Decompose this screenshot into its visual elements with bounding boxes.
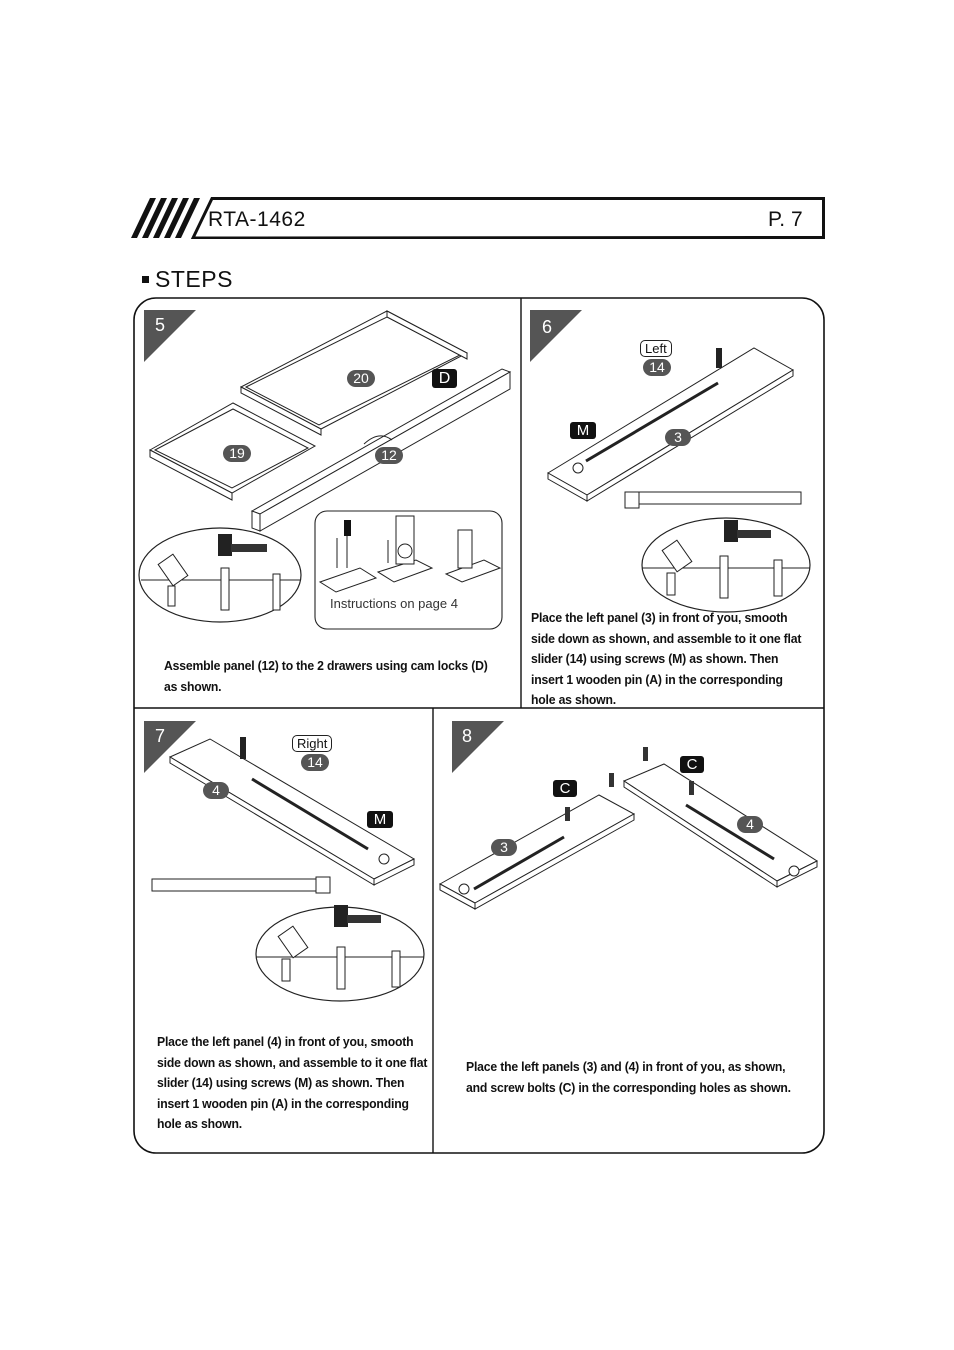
step-6-number: 6: [542, 317, 553, 337]
part-label-19: 19: [223, 445, 251, 462]
part-label-14: 14: [643, 359, 671, 376]
part-label-c: C: [553, 780, 577, 797]
part-label-14: 14: [301, 754, 329, 771]
steps-bullet-icon: [142, 276, 149, 283]
model-number: RTA-1462: [208, 208, 306, 231]
note-line: side down as shown, and assemble to it one flat: [531, 630, 802, 646]
note-line: Place the left panel (3) in front of you, smooth: [531, 610, 788, 625]
note-line: and screw bolts (C) in the corresponding holes as shown.: [466, 1079, 791, 1095]
step-8-number: 8: [462, 726, 473, 746]
note-line: Place the left panel (4) in front of you, smooth: [157, 1034, 414, 1049]
step-6-note: [531, 608, 801, 711]
part-label-3: 3: [665, 429, 691, 446]
step-7-note: [157, 1032, 427, 1135]
step-5-note: [164, 656, 488, 697]
part-label-m: M: [367, 811, 393, 828]
slider-side-right: Right: [292, 735, 332, 752]
page-number: P. 7: [768, 208, 803, 231]
header-stripes-icon: [131, 198, 200, 238]
note-line: Assemble panel (12) to the 2 drawers using cam locks (D): [164, 658, 488, 673]
step-5-illustration: [134, 298, 520, 708]
part-label-d: D: [432, 369, 457, 388]
part-label-4: 4: [203, 782, 229, 799]
part-label-20: 20: [347, 370, 375, 387]
note-line: hole as shown.: [157, 1116, 242, 1131]
slider-side-left: Left: [640, 340, 672, 357]
note-line: slider (14) using screws (M) as shown. Then: [531, 651, 779, 666]
part-label-3: 3: [491, 839, 517, 856]
section-title: STEPS: [155, 266, 233, 292]
part-label-4: 4: [737, 816, 763, 833]
note-line: insert 1 wooden pin (A) in the corresponding: [157, 1095, 409, 1111]
step-5-number: 5: [155, 315, 166, 335]
note-line: hole as shown.: [531, 692, 616, 707]
note-line: as shown.: [164, 678, 222, 694]
note-line: side down as shown, and assemble to it one flat: [157, 1054, 428, 1070]
part-label-c: C: [680, 756, 704, 773]
note-line: insert 1 wooden pin (A) in the corresponding: [531, 671, 783, 687]
note-line: Place the left panels (3) and (4) in front of you, as shown,: [466, 1059, 786, 1074]
step-7-number: 7: [155, 726, 166, 746]
step-8-note: [466, 1057, 791, 1098]
note-line: slider (14) using screws (M) as shown. Then: [157, 1075, 405, 1090]
inset-caption: Instructions on page 4: [330, 596, 458, 611]
part-label-m: M: [570, 422, 596, 439]
part-label-12: 12: [375, 447, 403, 464]
